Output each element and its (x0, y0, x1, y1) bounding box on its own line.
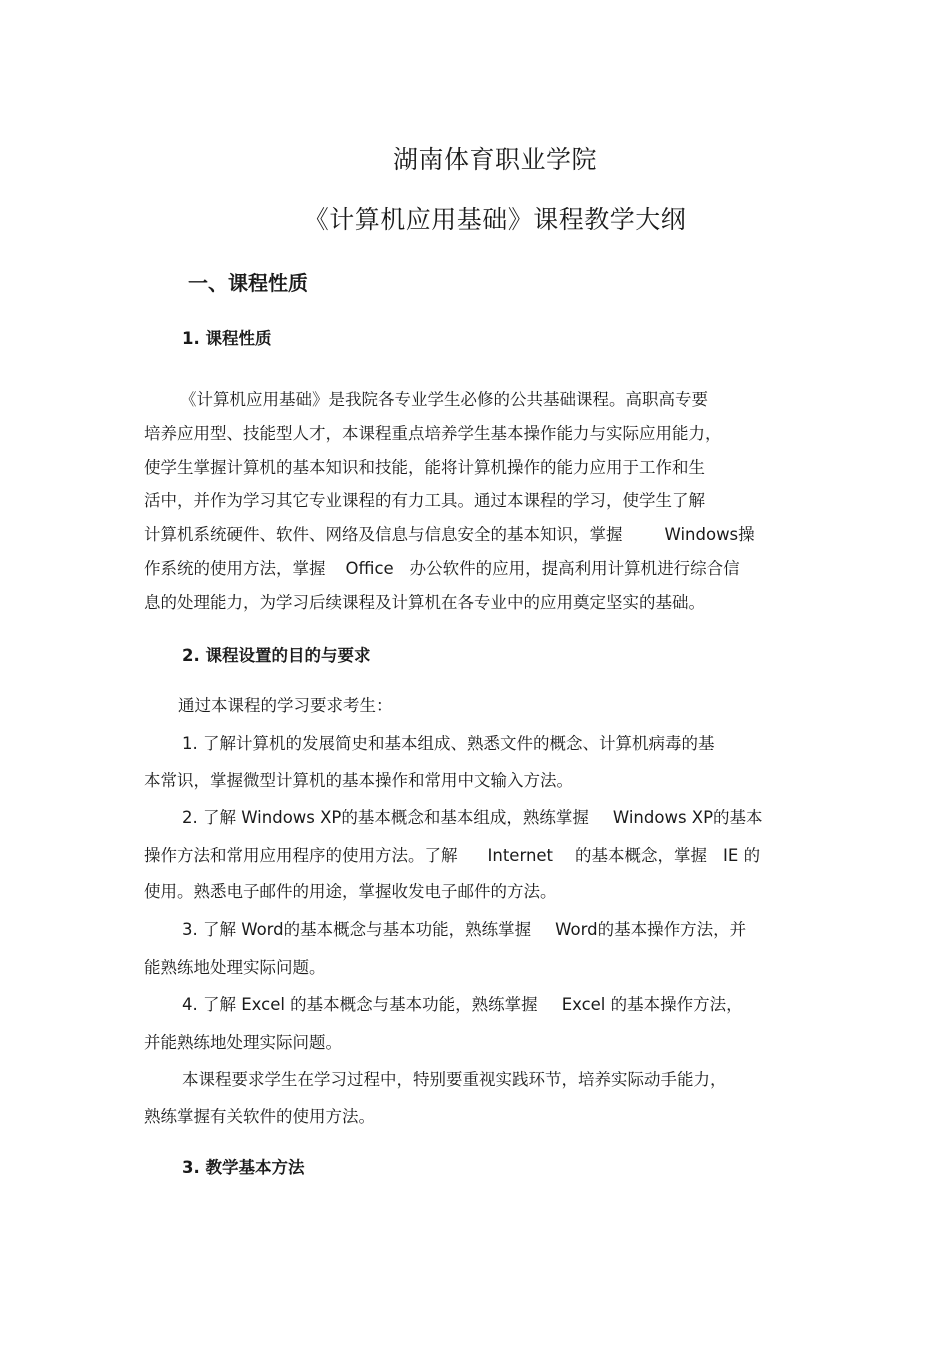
req1-line1: 1. 了解计算机的发展简史和基本组成、熟悉文件的概念、计算机病毒的基 (182, 734, 715, 753)
req3-line1 (182, 916, 746, 940)
para1-line1: 《计算机应用基础》是我院各专业学生必修的公共基础课程。高职高专要 (180, 390, 708, 409)
subheading-teaching-methods: 3. 教学基本方法 (182, 1158, 305, 1177)
section-heading-course-nature: 一、课程性质 (188, 271, 308, 295)
closing-line2: 熟练掌握有关软件的使用方法。 (144, 1107, 375, 1126)
req2-line3: 使用。熟悉电子邮件的用途，掌握收发电子邮件的方法。 (144, 882, 557, 901)
req4-line1 (182, 991, 743, 1015)
req3-line2: 能熟练地处理实际问题。 (144, 958, 326, 977)
subheading-goals: 2. 课程设置的目的与要求 (182, 646, 371, 665)
school-title: 湖南体育职业学院 (392, 145, 597, 174)
para1-line6-text: 作系统的使用方法，掌握 (144, 559, 326, 578)
para1-line6-rest: 办公软件的应用，提高利用计算机进行综合信 (409, 559, 740, 578)
req2-line1 (182, 804, 763, 828)
subheading-course-nature: 1. 课程性质 (182, 329, 272, 348)
requirements-intro: 通过本课程的学习要求考生： (178, 696, 393, 715)
req4-line1-text: 4. 了解 Excel 的基本概念与基本功能，熟练掌握 (182, 995, 538, 1014)
para1-line5-windows: Windows操 (664, 525, 755, 544)
para1-line6 (144, 555, 740, 579)
req1-line2: 本常识，掌握微型计算机的基本操作和常用中文输入方法。 (144, 771, 573, 790)
closing-line1: 本课程要求学生在学习过程中，特别要重视实践环节，培养实际动手能力， (182, 1070, 727, 1089)
para1-line4: 活中，并作为学习其它专业课程的有力工具。通过本课程的学习，使学生了解 (144, 491, 705, 510)
req2-line2 (144, 842, 760, 866)
req2-line1-winxp: Windows XP的基本 (612, 808, 763, 827)
para1-line2: 培养应用型、技能型人才，本课程重点培养学生基本操作能力与实际应用能力， (144, 424, 722, 443)
para1-line5-text: 计算机系统硬件、软件、网络及信息与信息安全的基本知识，掌握 (144, 525, 623, 544)
req2-line2-internet: Internet (487, 846, 554, 865)
req2-line2-concept: 的基本概念，掌握 (575, 846, 708, 865)
req3-line1-text: 3. 了解 Word的基本概念与基本功能，熟练掌握 (182, 920, 532, 939)
req2-line2-text: 操作方法和常用应用程序的使用方法。了解 (144, 846, 458, 865)
req4-line2: 并能熟练地处理实际问题。 (144, 1033, 342, 1052)
para1-line6-office: Office (345, 559, 394, 578)
para1-line5 (144, 521, 755, 545)
para1-line3: 使学生掌握计算机的基本知识和技能，能将计算机操作的能力应用于工作和生 (144, 458, 705, 477)
req3-line1-word: Word的基本操作方法，并 (555, 920, 747, 939)
course-title: 《计算机应用基础》课程教学大纲 (303, 205, 687, 234)
para1-line7: 息的处理能力，为学习后续课程及计算机在各专业中的应用奠定坚实的基础。 (144, 593, 705, 612)
req2-line2-ie: IE 的 (723, 846, 761, 865)
req4-line1-excel: Excel 的基本操作方法， (561, 995, 743, 1014)
req2-line1-text: 2. 了解 Windows XP的基本概念和基本组成，熟练掌握 (182, 808, 589, 827)
